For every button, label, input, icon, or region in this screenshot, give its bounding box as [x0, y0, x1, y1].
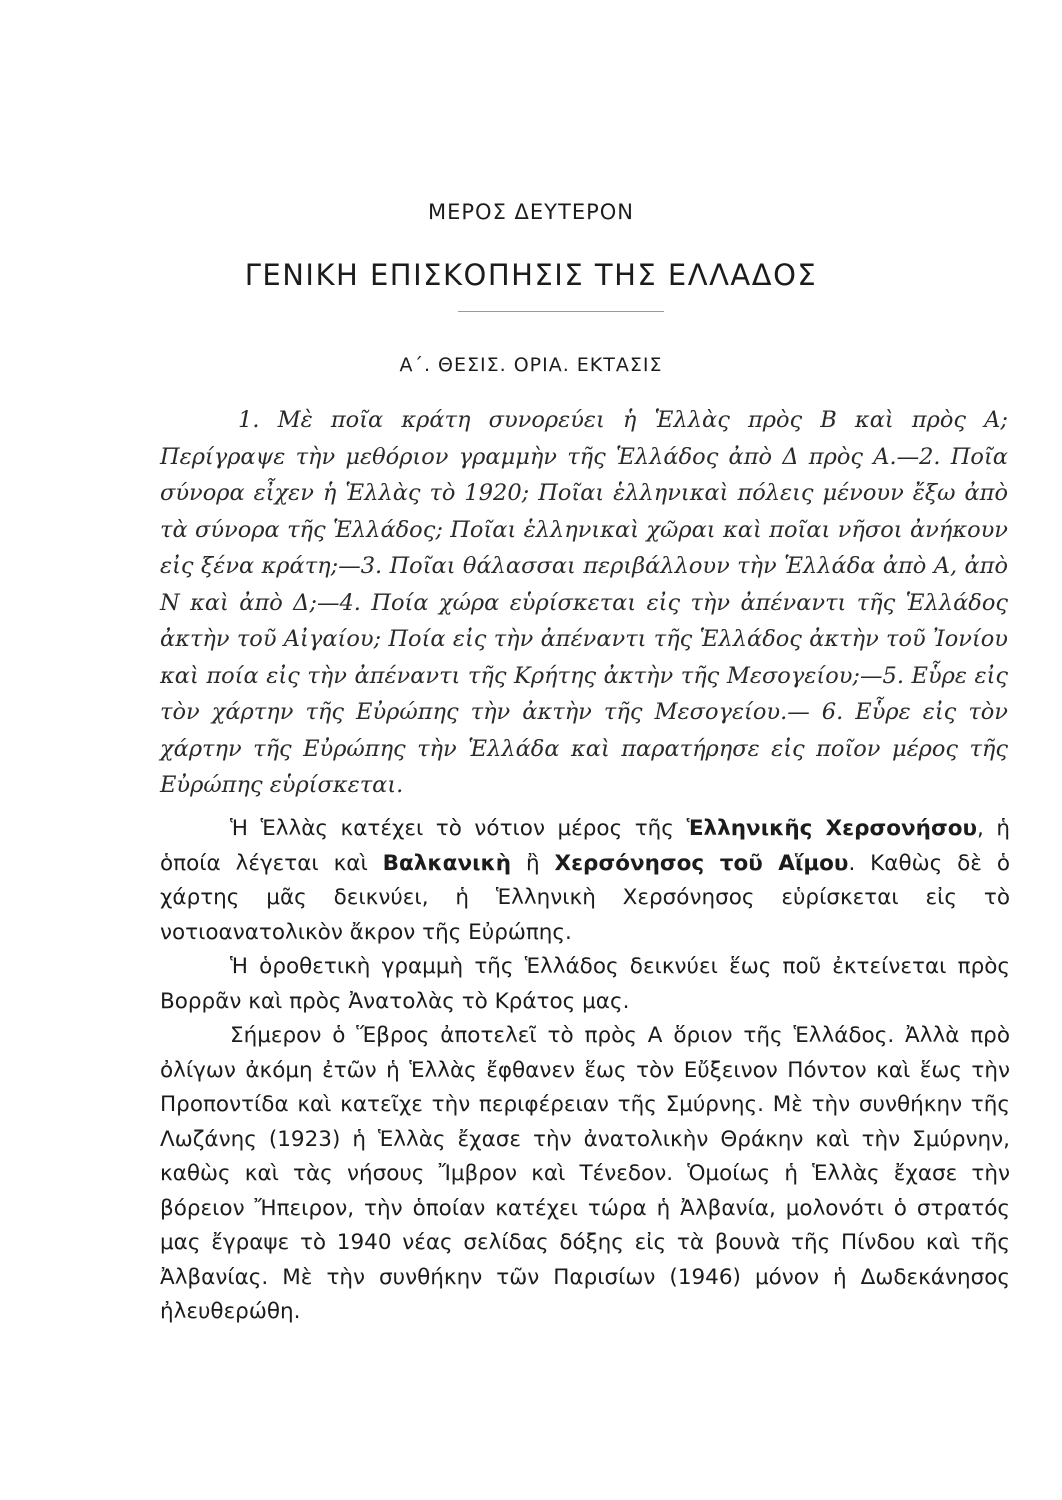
term-balkan: Βαλκανικὴ	[382, 850, 512, 876]
chapter-title: ΓΕΝΙΚΗ ΕΠΙΣΚΟΠΗΣΙΣ ΤΗΣ ΕΛΛΑΔΟΣ	[244, 258, 818, 292]
term-haemus-peninsula: Χερσόνησος τοῦ Αἵμου	[554, 850, 849, 876]
paragraph-1-text-b: , ἡ ὁποία λέγεται καὶ	[160, 816, 1011, 876]
paragraph-1-text-a: Ἡ Ἑλλὰς κατέχει τὸ νότιον μέρος τῆς	[230, 816, 687, 841]
review-questions: 1. Μὲ ποῖα κράτη συνορεύει ἡ Ἑλλὰς πρὸς Β καὶ πρὸς Α; Περίγραψε τὴν μεθόριον γραμμὴν τῆς Ἑλλάδος ἀπὸ Δ πρὸς Α.—2. Ποῖα σύνορα εἶχεν ἡ Ἑλλὰς τὸ 1920; Ποῖαι ἑλληνικαὶ πόλεις μένουν ἔξω ἀπὸ τὰ σύνορα τῆς Ἑλλάδος; Ποῖαι ἑλληνικαὶ χῶραι καὶ ποῖαι νῆσοι ἀνήκουν εἰς ξένα κράτη;—3. Ποῖαι θάλασσαι περιβάλλουν τὴν Ἑλλάδα ἀπὸ Α, ἀπὸ Ν καὶ ἀπὸ Δ;—4. Ποία χώρα εὑρίσκεται εἰς τὴν ἀπέναντι τῆς Ἑλλάδος ἀκτὴν τοῦ Αἰγαίου; Ποία εἰς τὴν ἀπέναντι τῆς Ἑλλάδος ἀκτὴν τοῦ Ἰονίου καὶ ποία εἰς τὴν ἀπέναντι τῆς Κρήτης ἀκτὴν τῆς Μεσογείου;—5. Εὗρε εἰς τὸν χάρτην τῆς Εὐρώπης τὴν ἀκτὴν τῆς Μεσογείου.— 6. Εὗρε εἰς τὸν χάρτην τῆς Εὐρώπης τὴν Ἑλλάδα καὶ παρατήρησε εἰς ποῖον μέρος τῆς Εὐρώπης εὑρίσκεται.	[160, 407, 1008, 798]
body-text	[160, 812, 1010, 1330]
paragraph-3: Σήμερον ὁ Ἕβρος ἀποτελεῖ τὸ πρὸς Α ὅριον τῆς Ἑλλάδος. Ἀλλὰ πρὸ ὀλίγων ἀκόμη ἐτῶν ἡ Ἑλλὰς ἔφθανεν ἕως τὸν Εὔξεινον Πόντον καὶ ἕως τὴν Προποντίδα καὶ κατεῖχε τὴν περιφέρειαν τῆς Σμύρνης. Μὲ τὴν συνθήκην τῆς Λωζάνης (1923) ἡ Ἑλλὰς ἔχασε τὴν ἀνατολικὴν Θράκην καὶ τὴν Σμύρνην, καθὼς καὶ τὰς νήσους Ἴμβρον καὶ Τένεδον. Ὁμοίως ἡ Ἑλλὰς ἔχασε τὴν βόρειον Ἤπειρον, τὴν ὁποίαν κατέχει τώρα ἡ Ἀλβανία, μολονότι ὁ στρατός μας ἔγραψε τὸ 1940 νέας σελίδας δόξης εἰς τὰ βουνὰ τῆς Πίνδου καὶ τῆς Ἀλβανίας. Μὲ τὴν συνθήκην τῶν Παρισίων (1946) μόνον ἡ Δωδεκάνησος ἠλευθερώθη.	[160, 1023, 1010, 1324]
paragraph-1-text-c: ἢ	[511, 850, 555, 876]
paragraph-1-text-d: . Καθὼς δὲ ὁ χάρτης μᾶς δεικνύει, ἡ Ἑλληνικὴ Χερσόνησος εὑρίσκεται εἰς τὸ νοτιοανατολικὸν ἄκρον τῆς Εὐρώπης.	[160, 850, 1010, 945]
paragraph-1	[160, 812, 1010, 950]
part-title: ΜΕΡΟΣ ΔΕΥΤΕΡΟΝ	[428, 200, 634, 224]
paragraph-2: Ἡ ὁροθετικὴ γραμμὴ τῆς Ἑλλάδος δεικνύει ἕως ποῦ ἐκτείνεται πρὸς Βορρᾶν καὶ πρὸς Ἀνατολὰς τὸ Κράτος μας.	[160, 954, 1010, 1014]
section-title: Α΄. ΘΕΣΙΣ. ΟΡΙΑ. ΕΚΤΑΣΙΣ	[399, 354, 663, 376]
term-hellenic-peninsula: Ἑλληνικῆς Χερσονήσου	[686, 816, 978, 841]
title-divider	[458, 311, 664, 312]
